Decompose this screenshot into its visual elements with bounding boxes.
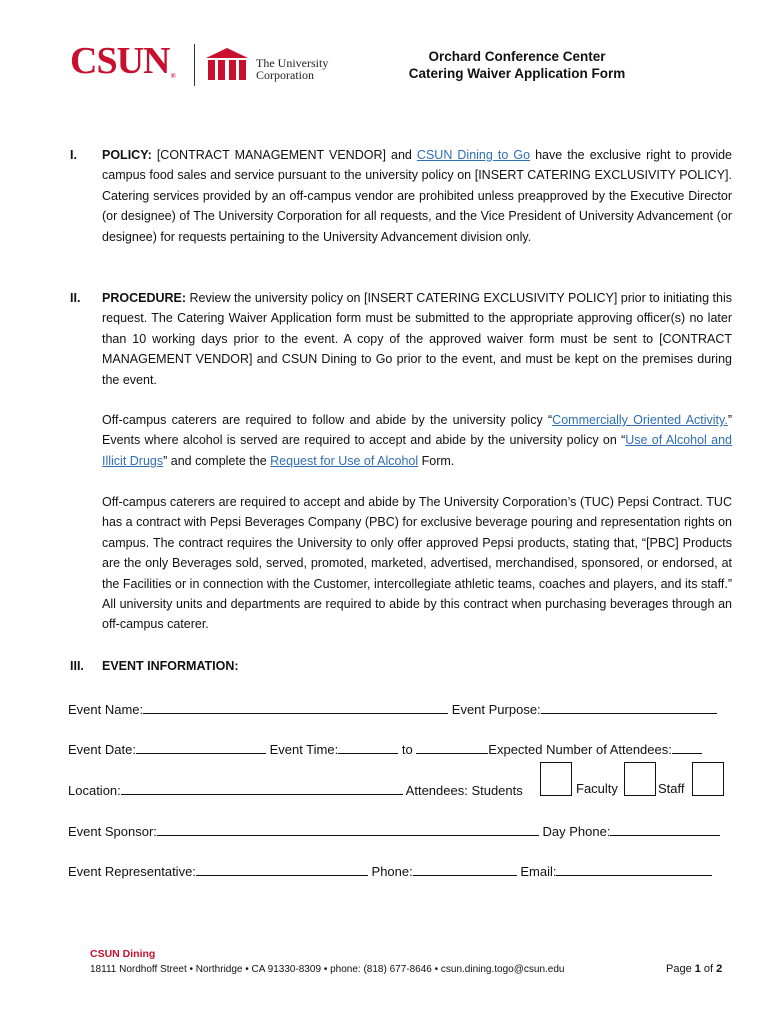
page-number: Page 1 of 2	[666, 963, 723, 975]
event-date-row: Event Date: Event Time: to Expected Number of Attendees:	[68, 739, 730, 759]
procedure-text: PROCEDURE: Review the university policy on [INSERT CATERING EXCLUSIVITY POLICY] prior to initiating this request. The Catering Waiver Application form must be submitted to the appropriate approving officer(s) no later than 10 working days prior to the event. A copy of the approved waiver form must be sent to [CONTRACT MANAGEMENT VENDOR] and CSUN Dining to Go prior to the event, and must be kept on the premises during the event.	[102, 291, 732, 387]
university-corporation-logo-text: The University Corporation	[256, 56, 329, 82]
faculty-label: Faculty	[576, 781, 618, 796]
staff-label: Staff	[658, 781, 685, 796]
event-name-row: Event Name: Event Purpose:	[68, 699, 730, 719]
section-numeral: II.	[70, 291, 81, 305]
procedure-section	[70, 288, 732, 648]
policy-text: POLICY: [CONTRACT MANAGEMENT VENDOR] and CSUN Dining to Go have the exclusive right to provide campus food sales and service pursuant to the university policy on [INSERT CATERING EXCLUSIVITY POLICY]. Catering services provided by an off-campus vendor are prohibited unless preapproved by the Executive Director (or designee) of The University Corporation for all requests, and the Vice President of University Advancement (or designee) for requests pertaining to the University Advancement division only.	[102, 148, 733, 244]
event-name-field[interactable]	[143, 699, 448, 714]
university-corporation-building-icon	[206, 48, 248, 82]
event-purpose-field[interactable]	[541, 699, 717, 714]
representative-email-field[interactable]	[556, 861, 712, 876]
staff-checkbox[interactable]	[692, 762, 724, 796]
logo-divider	[194, 44, 195, 86]
policy-heading: POLICY:	[102, 148, 152, 162]
procedure-heading: PROCEDURE:	[102, 291, 187, 305]
section-numeral: I.	[70, 148, 77, 162]
section-numeral: III.	[70, 659, 84, 673]
event-time-end-field[interactable]	[416, 739, 488, 754]
event-representative-field[interactable]	[196, 861, 368, 876]
commercially-oriented-activity-link[interactable]: Commercially Oriented Activity.	[552, 413, 728, 427]
request-for-use-of-alcohol-link[interactable]: Request for Use of Alcohol	[270, 453, 419, 468]
form-title-line-2: Catering Waiver Application Form	[408, 66, 626, 81]
caterer-policy-paragraph: Off-campus caterers are required to follow and abide by the university policy “Commercially Oriented Activity.” Events where alcohol is served are required to accept and abide by the university policy on “Use of Alcohol and Illicit Drugs” and complete the Request for Use of Alcohol Form.	[102, 413, 732, 468]
event-sponsor-row: Event Sponsor: Day Phone:	[68, 821, 730, 841]
footer-address: 18111 Nordhoff Street • Northridge • CA 91330-8309 • phone: (818) 677-8646 • csun.dining.togo@csun.edu	[90, 964, 565, 975]
location-row: Location: Attendees: Students	[68, 780, 730, 800]
day-phone-field[interactable]	[610, 821, 720, 836]
form-title-line-1: Orchard Conference Center	[428, 49, 606, 64]
csun-logo-registered: ®	[170, 72, 176, 80]
csun-logo-text: CSUN	[70, 40, 170, 82]
form-title	[372, 48, 662, 82]
expected-attendees-field[interactable]	[672, 739, 702, 754]
event-representative-row: Event Representative: Phone: Email:	[68, 861, 730, 881]
students-checkbox[interactable]	[540, 762, 572, 796]
event-sponsor-field[interactable]	[157, 821, 539, 836]
footer-org-name: CSUN Dining	[90, 948, 156, 960]
event-information-heading: EVENT INFORMATION:	[102, 659, 239, 673]
event-information-section	[70, 656, 732, 676]
csun-dining-to-go-link[interactable]: CSUN Dining to Go	[416, 148, 531, 162]
event-date-field[interactable]	[136, 739, 266, 754]
event-time-start-field[interactable]	[338, 739, 398, 754]
pepsi-contract-paragraph: Off-campus caterers are required to accept and abide by The University Corporation’s (TUC) Pepsi Contract. TUC has a contract with Pepsi Beverages Company (PBC) for exclusive beverage pouring and representation rights on campus. The contract requires the University to only offer approved Pepsi products, stating that, “[PBC] Products are the only Beverages sold, served, promoted, marketed, advertised, merchandised, sponsored, or endorsed, at the Facilities or in connection with the Customer, intercollegiate athletic teams, coaches and players, and its staff.” All university units and departments are required to abide by this contract when purchasing beverages through an off-campus caterer.	[102, 495, 732, 632]
faculty-checkbox[interactable]	[624, 762, 656, 796]
representative-phone-field[interactable]	[413, 861, 517, 876]
location-field[interactable]	[121, 780, 403, 795]
policy-section	[70, 145, 732, 247]
csun-logo	[70, 42, 176, 80]
use-of-alcohol-link[interactable]: Use of Alcohol and Illicit Drugs	[102, 433, 732, 468]
